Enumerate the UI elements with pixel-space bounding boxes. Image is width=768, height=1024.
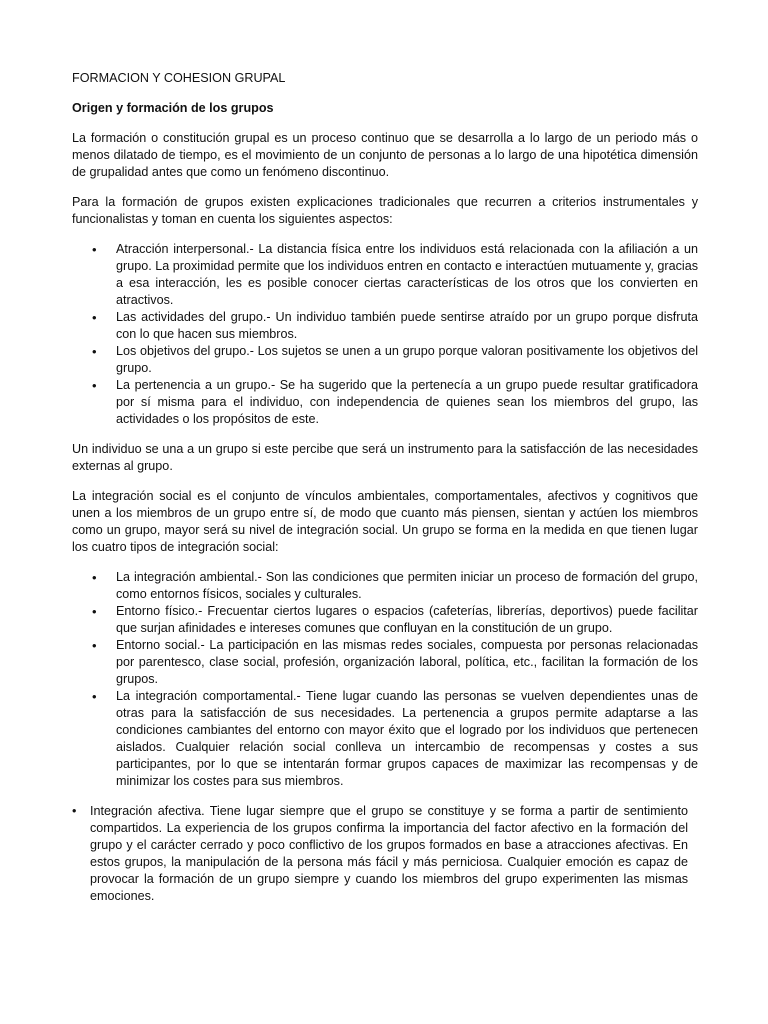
list-item: • Atracción interpersonal.- La distancia física entre los individuos está relacionada con la afiliación a un grupo. La proximidad permite que los individuos entren en contacto e interactúen mutuamente y, gracias a esa interacción, les es posible conocer ciertas características de los otros que los convierten en atractivos. [116, 241, 698, 309]
list-item: • La pertenencia a un grupo.- Se ha sugerido que la pertenecía a un grupo puede resultar gratificadora por sí misma para el individuo, con independencia de quienes sean los miembros del grupo, las actividades o los propósitos de este. [116, 377, 698, 428]
section-heading: Origen y formación de los grupos [72, 101, 274, 115]
list-item: • La integración ambiental.- Son las condiciones que permiten iniciar un proceso de formación del grupo, como entornos físicos, sociales y culturales. [116, 569, 698, 603]
list-item: • Integración afectiva. Tiene lugar siempre que el grupo se constituye y se forma a partir de sentimiento compartidos. La experiencia de los grupos confirma la importancia del factor afectivo en la formación del grupo y el carácter cerrado y poco conflictivo de los grupos formados en base a atracciones afectivas. En estos grupos, la manipulación de la persona más fácil y más perniciosa. Cualquier emoción es capaz de provocar la formación de un grupo siempre y cuando los miembros del grupo experimenten las mismas emociones. [72, 803, 688, 905]
bullet-list-aspects [72, 241, 698, 428]
paragraph-4: La integración social es el conjunto de vínculos ambientales, comportamentales, afectivos y cognitivos que unen a los miembros de un grupo entre sí, de modo que cuanto más piensen, sientan y actúen los miembros como un grupo, mayor será su nivel de integración social. Un grupo se forma en la medida en que tienen lugar los cuatro tipos de integración social: [72, 489, 698, 554]
paragraph-2: Para la formación de grupos existen explicaciones tradicionales que recurren a criterios instrumentales y funcionalistas y toman en cuenta los siguientes aspectos: [72, 195, 698, 226]
bullet-list-integration [72, 569, 698, 790]
list-item: • Los objetivos del grupo.- Los sujetos se unen a un grupo porque valoran positivamente los objetivos del grupo. [116, 343, 698, 377]
paragraph-1: La formación o constitución grupal es un proceso continuo que se desarrolla a lo largo de un periodo más o menos dilatado de tiempo, es el movimiento de un conjunto de personas a lo largo de una hipotética dimensión de grupalidad antes que como un fenómeno discontinuo. [72, 131, 698, 179]
bullet-list-affective [62, 803, 688, 905]
list-item: • Las actividades del grupo.- Un individuo también puede sentirse atraído por un grupo porque disfruta con lo que hacen sus miembros. [116, 309, 698, 343]
document-title: FORMACION Y COHESION GRUPAL [72, 71, 286, 85]
paragraph-3: Un individuo se una a un grupo si este percibe que será un instrumento para la satisfacción de las necesidades externas al grupo. [72, 442, 698, 473]
list-item: • Entorno físico.- Frecuentar ciertos lugares o espacios (cafeterías, librerías, deportivos) puede facilitar que surjan afinidades e intereses comunes que confluyan en la constitución de un grupo. [116, 603, 698, 637]
list-item: • La integración comportamental.- Tiene lugar cuando las personas se vuelven dependientes unas de otras para la satisfacción de sus necesidades. La pertenencia a grupos permite adaptarse a las condiciones cambiantes del entorno con mayor éxito que el logrado por los individuos que pertenecen aislados. Cualquier relación social conlleva un intercambio de recompensas y costes a sus participantes, por lo que se intentarán formar grupos capaces de maximizar las recompensas y de minimizar los costes para sus miembros. [116, 688, 698, 790]
list-item: • Entorno social.- La participación en las mismas redes sociales, compuesta por personas relacionadas por parentesco, clase social, profesión, organización laboral, política, etc., facilitan la formación de los grupos. [116, 637, 698, 688]
